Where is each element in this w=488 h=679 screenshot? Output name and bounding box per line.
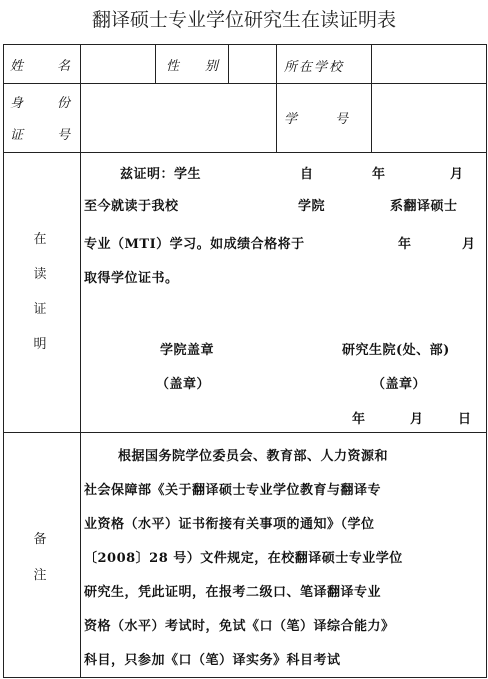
table-border-top	[3, 44, 487, 45]
proof-text: 年	[398, 237, 412, 252]
notes-label	[30, 528, 50, 600]
id-label-char: 身	[10, 95, 24, 111]
table-border-bottom	[3, 677, 487, 678]
id-label-char: 份	[56, 95, 70, 111]
graduate-school-seal-label: 研究生院(处、部)	[342, 343, 450, 358]
proof-text: 月	[462, 237, 476, 252]
table-border-left	[3, 44, 4, 678]
id-label-char: 证	[10, 127, 24, 143]
notes-line: 研究生，凭此证明，在报考二级口、笔译翻译专业	[84, 585, 382, 600]
proof-text: 专业（MTI）学习。如成绩合格将于	[84, 237, 305, 252]
study-proof-content	[84, 153, 484, 431]
id-number-field[interactable]	[82, 85, 275, 151]
study-label-char: 明	[33, 337, 47, 352]
id-number-label-line1	[10, 92, 70, 110]
student-number-field[interactable]	[373, 85, 485, 151]
proof-text: 学院	[298, 199, 326, 214]
proof-text: 取得学位证书。	[84, 271, 179, 286]
notes-label-char: 备	[33, 532, 47, 547]
name-label-char: 姓	[10, 58, 24, 74]
date-year: 年	[352, 412, 366, 427]
gender-label	[166, 52, 218, 76]
name-label	[10, 52, 70, 76]
proof-text: 月	[450, 167, 464, 182]
date-month: 月	[410, 412, 424, 427]
col-divider	[276, 44, 277, 153]
graduate-stamp-text: （盖章）	[372, 377, 427, 392]
row-divider	[3, 83, 487, 84]
student-no-label-char: 学	[284, 111, 298, 127]
name-field[interactable]	[82, 46, 154, 82]
col-divider	[80, 44, 81, 678]
col-divider	[371, 44, 372, 153]
study-label-char: 证	[33, 302, 47, 317]
student-number-label	[284, 108, 348, 126]
id-label-char: 号	[56, 127, 70, 143]
school-label: 所在学校	[284, 60, 345, 75]
study-label-char: 读	[33, 267, 47, 282]
school-field[interactable]	[373, 46, 485, 82]
proof-text: 系翻译硕士	[390, 199, 458, 214]
proof-text: 自	[300, 167, 314, 182]
notes-line: 业资格（水平）证书衔接有关事项的通知》（学位	[84, 517, 375, 532]
proof-text: 至今就读于我校	[84, 199, 179, 214]
college-stamp-text: （盖章）	[156, 377, 211, 392]
notes-line: 〔2008〕28 号）文件规定，在校翻译硕士专业学位	[84, 551, 403, 566]
table-border-right	[486, 44, 487, 678]
college-seal-label: 学院盖章	[160, 343, 215, 358]
page-title: 翻译硕士专业学位研究生在读证明表	[91, 9, 396, 31]
gender-label-char: 别	[204, 58, 218, 74]
notes-line: 社会保障部《关于翻译硕士专业学位教育与翻译专	[84, 483, 382, 498]
notes-label-char: 注	[33, 568, 47, 583]
col-divider	[228, 44, 229, 84]
study-proof-label	[30, 228, 50, 368]
date-day: 日	[458, 412, 472, 427]
id-number-label-line2	[10, 124, 70, 142]
proof-text: 兹证明：学生	[120, 167, 202, 182]
proof-text: 年	[372, 167, 386, 182]
notes-line: 科目，只参加《口（笔）译实务》科目考试	[84, 653, 341, 668]
gender-field[interactable]	[230, 46, 275, 82]
col-divider	[155, 44, 156, 84]
notes-line: 资格（水平）考试时，免试《口（笔）译综合能力》	[84, 619, 395, 634]
notes-content	[84, 433, 484, 676]
student-no-label-char: 号	[334, 111, 348, 127]
study-label-char: 在	[33, 232, 47, 247]
name-label-char: 名	[56, 58, 70, 74]
gender-label-char: 性	[166, 58, 180, 74]
notes-line: 根据国务院学位委员会、教育部、人力资源和	[118, 449, 389, 464]
